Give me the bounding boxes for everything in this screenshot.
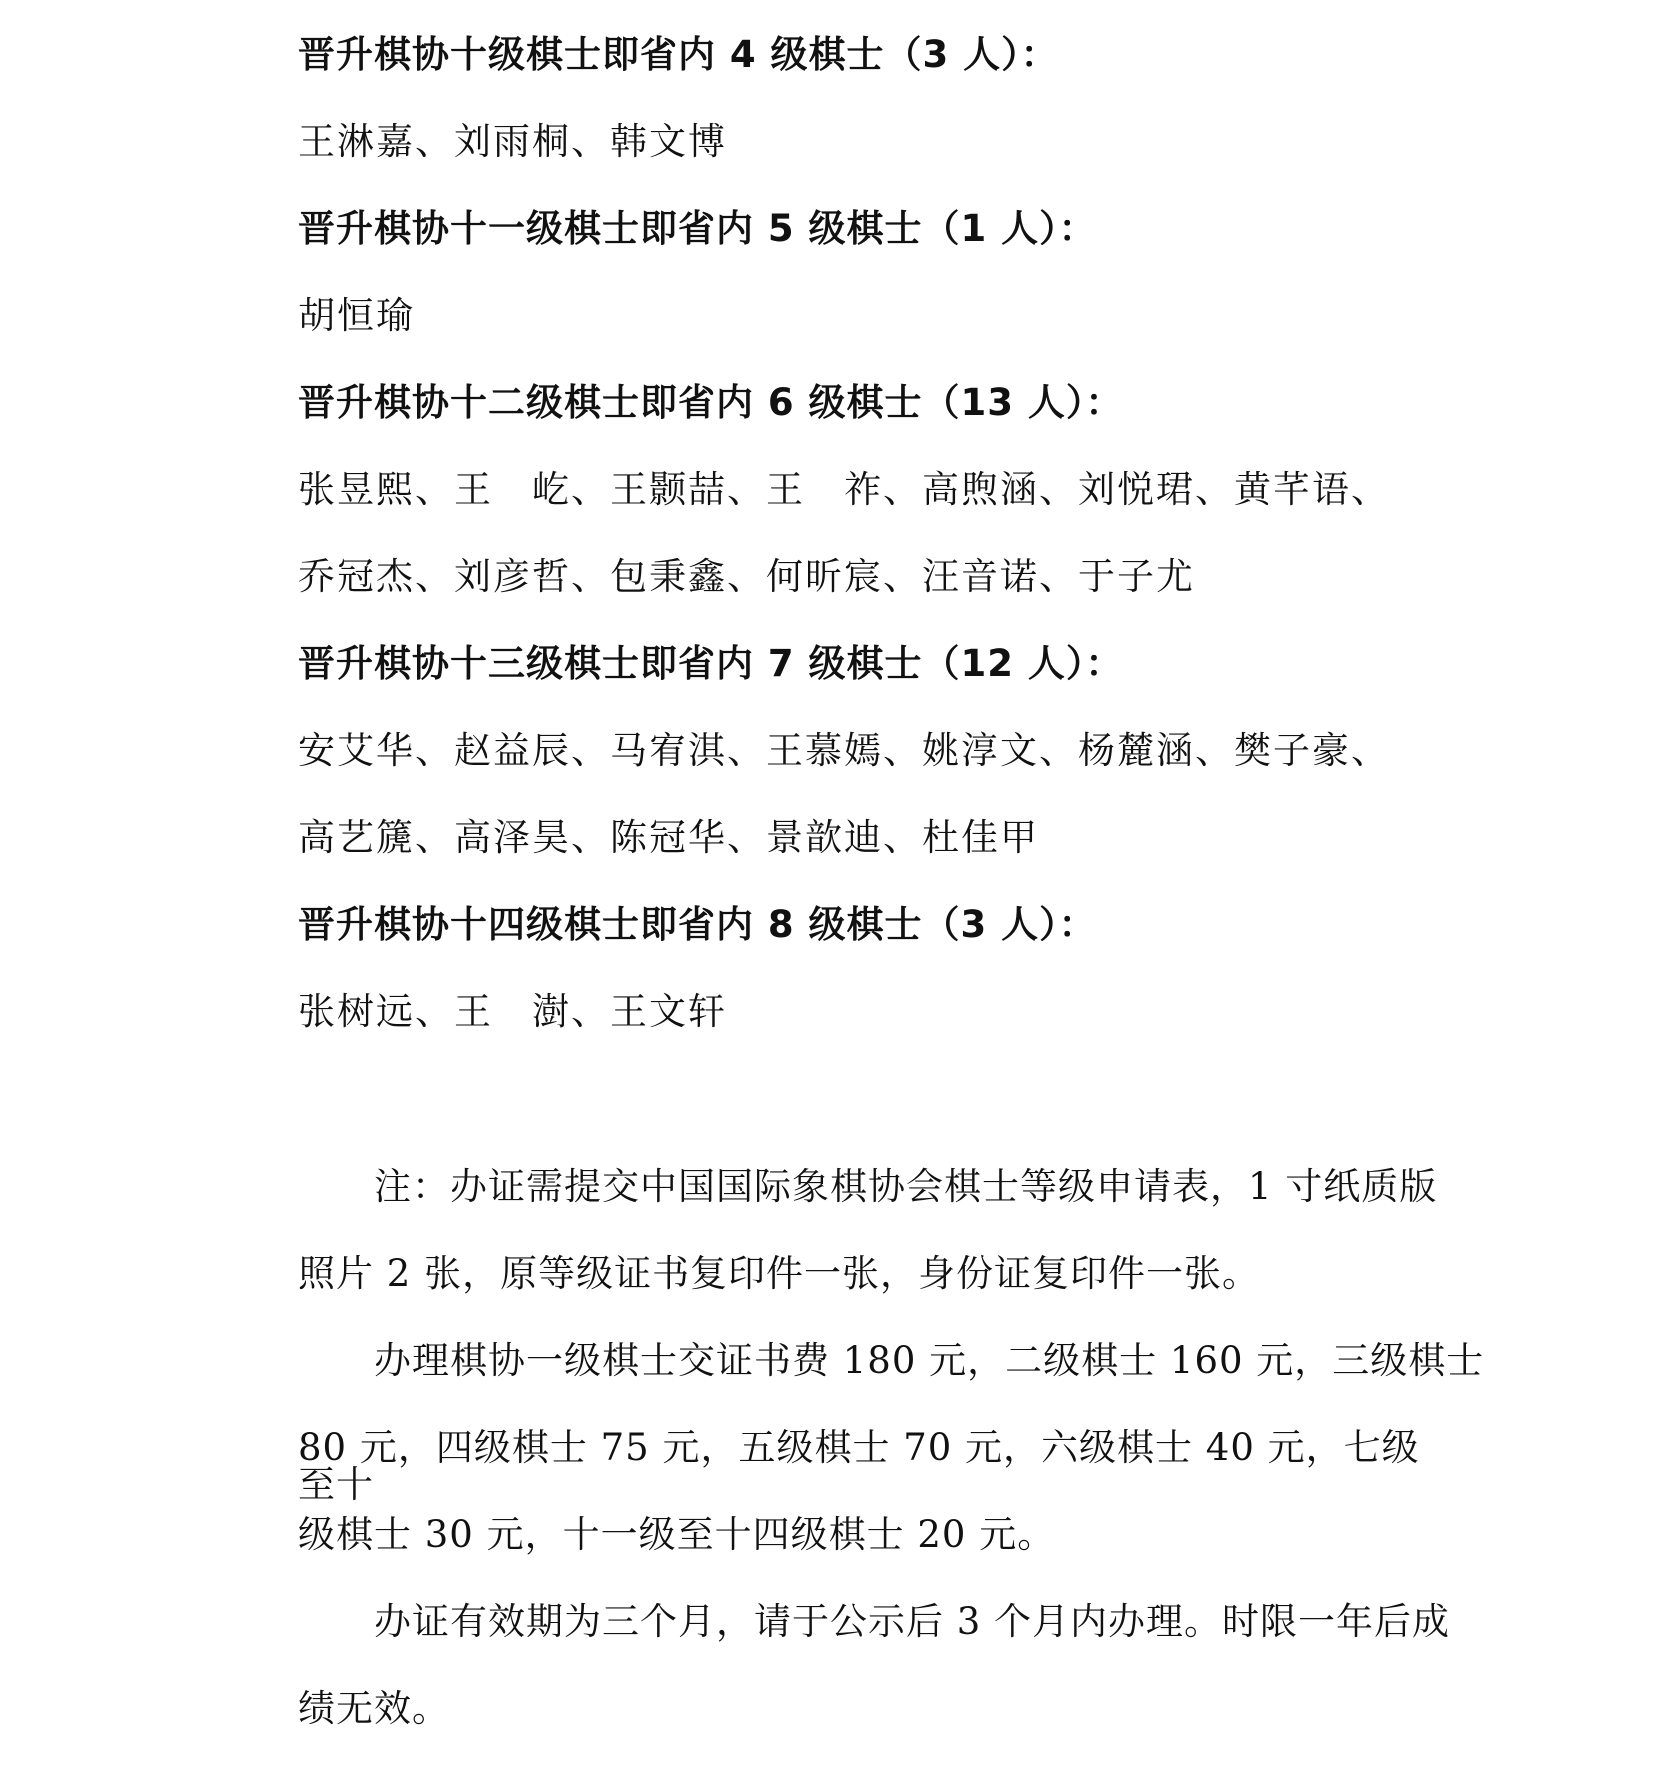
name-list-level-13-line-2: 高艺篪、高泽昊、陈冠华、景歆迪、杜佳甲 — [298, 816, 1039, 859]
note-fees-line-1: 办理棋协一级棋士交证书费 180 元，二级棋士 160 元，三级棋士 — [374, 1339, 1485, 1382]
note-validity-line-1: 办证有效期为三个月，请于公示后 3 个月内办理。时限一年后成 — [374, 1600, 1451, 1643]
note-application-line-2: 照片 2 张，原等级证书复印件一张，身份证复印件一张。 — [298, 1252, 1261, 1295]
name-list-level-13-line-1: 安艾华、赵益辰、马宥淇、王慕嫣、姚淳文、杨麓涵、樊子豪、 — [298, 729, 1390, 772]
section-heading-level-10: 晋升棋协十级棋士即省内 4 级棋士（3 人）： — [298, 33, 1059, 76]
section-heading-level-14: 晋升棋协十四级棋士即省内 8 级棋士（3 人）： — [298, 903, 1097, 946]
note-fees-line-3: 级棋士 30 元，十一级至十四级棋士 20 元。 — [298, 1513, 1056, 1556]
name-list-level-14: 张树远、王 澍、王文轩 — [298, 990, 727, 1033]
section-heading-level-13: 晋升棋协十三级棋士即省内 7 级棋士（12 人）： — [298, 642, 1124, 685]
note-fees-line-2: 80 元，四级棋士 75 元，五级棋士 70 元，六级棋士 40 元，七级至十 — [298, 1426, 1420, 1506]
name-list-level-11: 胡恒瑜 — [298, 294, 415, 337]
name-list-level-10: 王淋嘉、刘雨桐、韩文博 — [298, 120, 727, 163]
note-validity-line-2: 绩无效。 — [298, 1687, 450, 1730]
section-heading-level-11: 晋升棋协十一级棋士即省内 5 级棋士（1 人）： — [298, 207, 1097, 250]
name-list-level-12-line-1: 张昱熙、王 屹、王颢喆、王 祚、高煦涵、刘悦珺、黄芊语、 — [298, 468, 1390, 511]
section-heading-level-12: 晋升棋协十二级棋士即省内 6 级棋士（13 人）： — [298, 381, 1124, 424]
name-list-level-12-line-2: 乔冠杰、刘彦哲、包秉鑫、何昕宸、汪音诺、于子尤 — [298, 555, 1195, 598]
note-application-line-1: 注：办证需提交中国国际象棋协会棋士等级申请表，1 寸纸质版 — [374, 1165, 1438, 1208]
